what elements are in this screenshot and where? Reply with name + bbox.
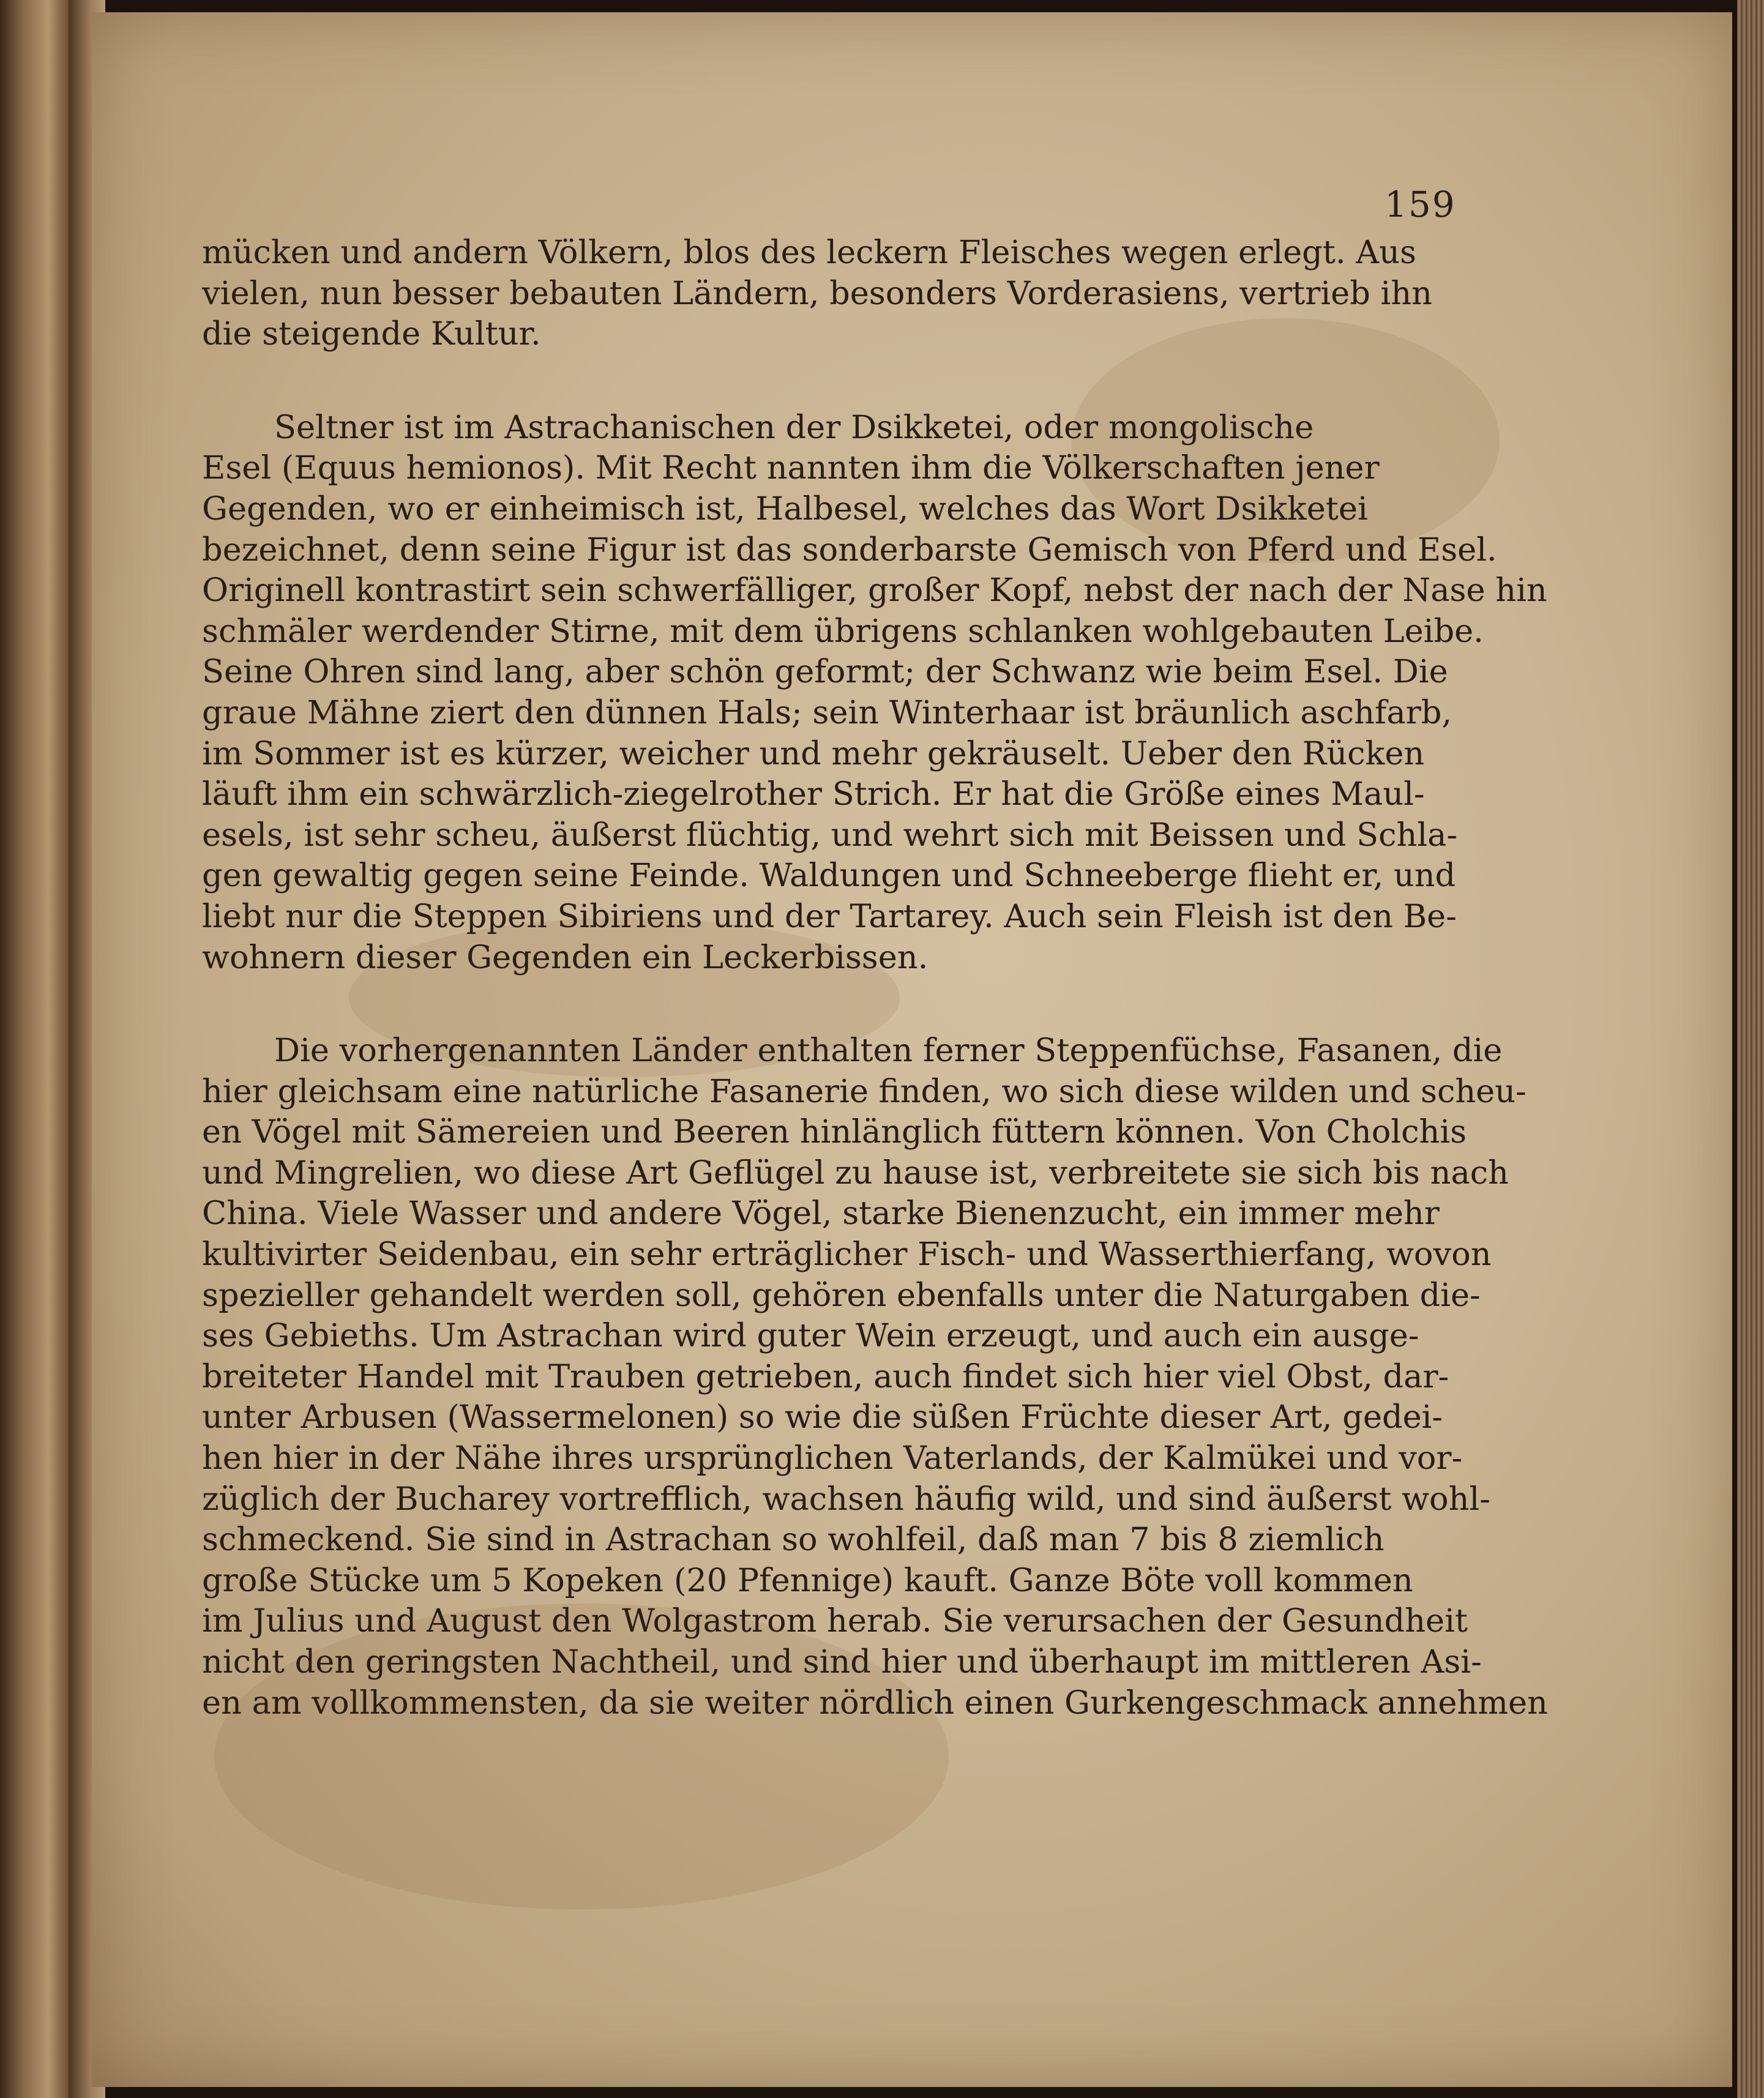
text-line: en Vögel mit Sämereien und Beeren hinlänglich füttern können. Von Cholchis: [202, 1113, 1467, 1151]
text-line: spezieller gehandelt werden soll, gehören ebenfalls unter die Naturgaben die-: [202, 1276, 1481, 1314]
page-text: [202, 233, 1548, 1723]
text-line: China. Viele Wasser und andere Vögel, starke Bienenzucht, ein immer mehr: [202, 1195, 1440, 1233]
text-line: die steigende Kultur.: [202, 315, 541, 353]
text-line: breiteter Handel mit Trauben getrieben, auch findet sich hier viel Obst, dar-: [202, 1357, 1449, 1395]
text-line: kultivirter Seidenbau, ein sehr erträglicher Fisch- und Wasserthierfang, wovon: [202, 1236, 1492, 1274]
text-line: Seine Ohren sind lang, aber schön geformt; der Schwanz wie beim Esel. Die: [202, 653, 1448, 691]
text-line: schmeckend. Sie sind in Astrachan so wohlfeil, daß man 7 bis 8 ziemlich: [202, 1521, 1385, 1559]
text-line: bezeichnet, denn seine Figur ist das sonderbarste Gemisch von Pferd und Esel.: [202, 531, 1497, 569]
paragraph-1: [202, 233, 1444, 355]
text-line: wohnern dieser Gegenden ein Leckerbissen.: [202, 938, 929, 976]
text-line: schmäler werdender Stirne, mit dem übrigens schlanken wohlgebauten Leibe.: [202, 612, 1484, 650]
paragraph-2: [202, 408, 1547, 978]
text-line: graue Mähne ziert den dünnen Hals; sein Winterhaar ist bräunlich aschfarb,: [202, 693, 1452, 731]
text-line: läuft ihm ein schwärzlich-ziegelrother Strich. Er hat die Größe eines Maul-: [202, 775, 1425, 813]
text-line: vielen, nun besser bebauten Ländern, besonders Vorderasiens, vertrieb ihn: [202, 274, 1432, 312]
text-line: unter Arbusen (Wassermelonen) so wie die süßen Früchte dieser Art, gedei-: [202, 1398, 1443, 1436]
text-line: liebt nur die Steppen Sibiriens und der Tartarey. Auch sein Fleish ist den Be-: [202, 897, 1457, 935]
paragraph-3: [202, 1031, 1548, 1723]
text-line: züglich der Bucharey vortrefflich, wachsen häufig wild, und sind äußerst wohl-: [202, 1480, 1490, 1518]
text-line: Die vorhergenannten Länder enthalten ferner Steppenfüchse, Fasanen, die: [274, 1032, 1503, 1070]
left-page-edge: [0, 0, 69, 2098]
text-line: ses Gebieths. Um Astrachan wird guter Wein erzeugt, und auch ein ausge-: [202, 1317, 1419, 1355]
text-line: hier gleichsam eine natürliche Fasanerie finden, wo sich diese wilden und scheu-: [202, 1072, 1527, 1110]
text-line: im Sommer ist es kürzer, weicher und mehr gekräuselt. Ueber den Rücken: [202, 734, 1425, 772]
page-number: 159: [1385, 184, 1456, 225]
text-line: mücken und andern Völkern, blos des leckern Fleisches wegen erlegt. Aus: [202, 234, 1416, 271]
text-line: Seltner ist im Astrachanischen der Dsikketei, oder mongolische: [274, 408, 1314, 446]
text-line: Originell kontrastirt sein schwerfälliger, großer Kopf, nebst der nach der Nase hin: [202, 572, 1547, 610]
text-line: im Julius und August den Wolgastrom herab. Sie verursachen der Gesundheit: [202, 1602, 1468, 1640]
text-line: und Mingrelien, wo diese Art Geflügel zu hause ist, verbreitete sie sich bis nach: [202, 1154, 1509, 1192]
text-line: nicht den geringsten Nachtheil, und sind hier und überhaupt im mittleren Asi-: [202, 1643, 1482, 1681]
text-line: esels, ist sehr scheu, äußerst flüchtig, und wehrt sich mit Beissen und Schla-: [202, 816, 1458, 854]
right-page-edge: [1737, 0, 1764, 2098]
text-line: Gegenden, wo er einheimisch ist, Halbesel, welches das Wort Dsikketei: [202, 490, 1368, 528]
text-line: hen hier in der Nähe ihres ursprünglichen Vaterlands, der Kalmükei und vor-: [202, 1439, 1463, 1477]
text-line: Esel (Equus hemionos). Mit Recht nannten ihm die Völkerschaften jener: [202, 449, 1380, 487]
text-line: en am vollkommensten, da sie weiter nördlich einen Gurkengeschmack annehmen: [202, 1684, 1548, 1722]
text-line: große Stücke um 5 Kopeken (20 Pfennige) kauft. Ganze Böte voll kommen: [202, 1561, 1413, 1599]
text-line: gen gewaltig gegen seine Feinde. Waldungen und Schneeberge flieht er, und: [202, 857, 1456, 895]
